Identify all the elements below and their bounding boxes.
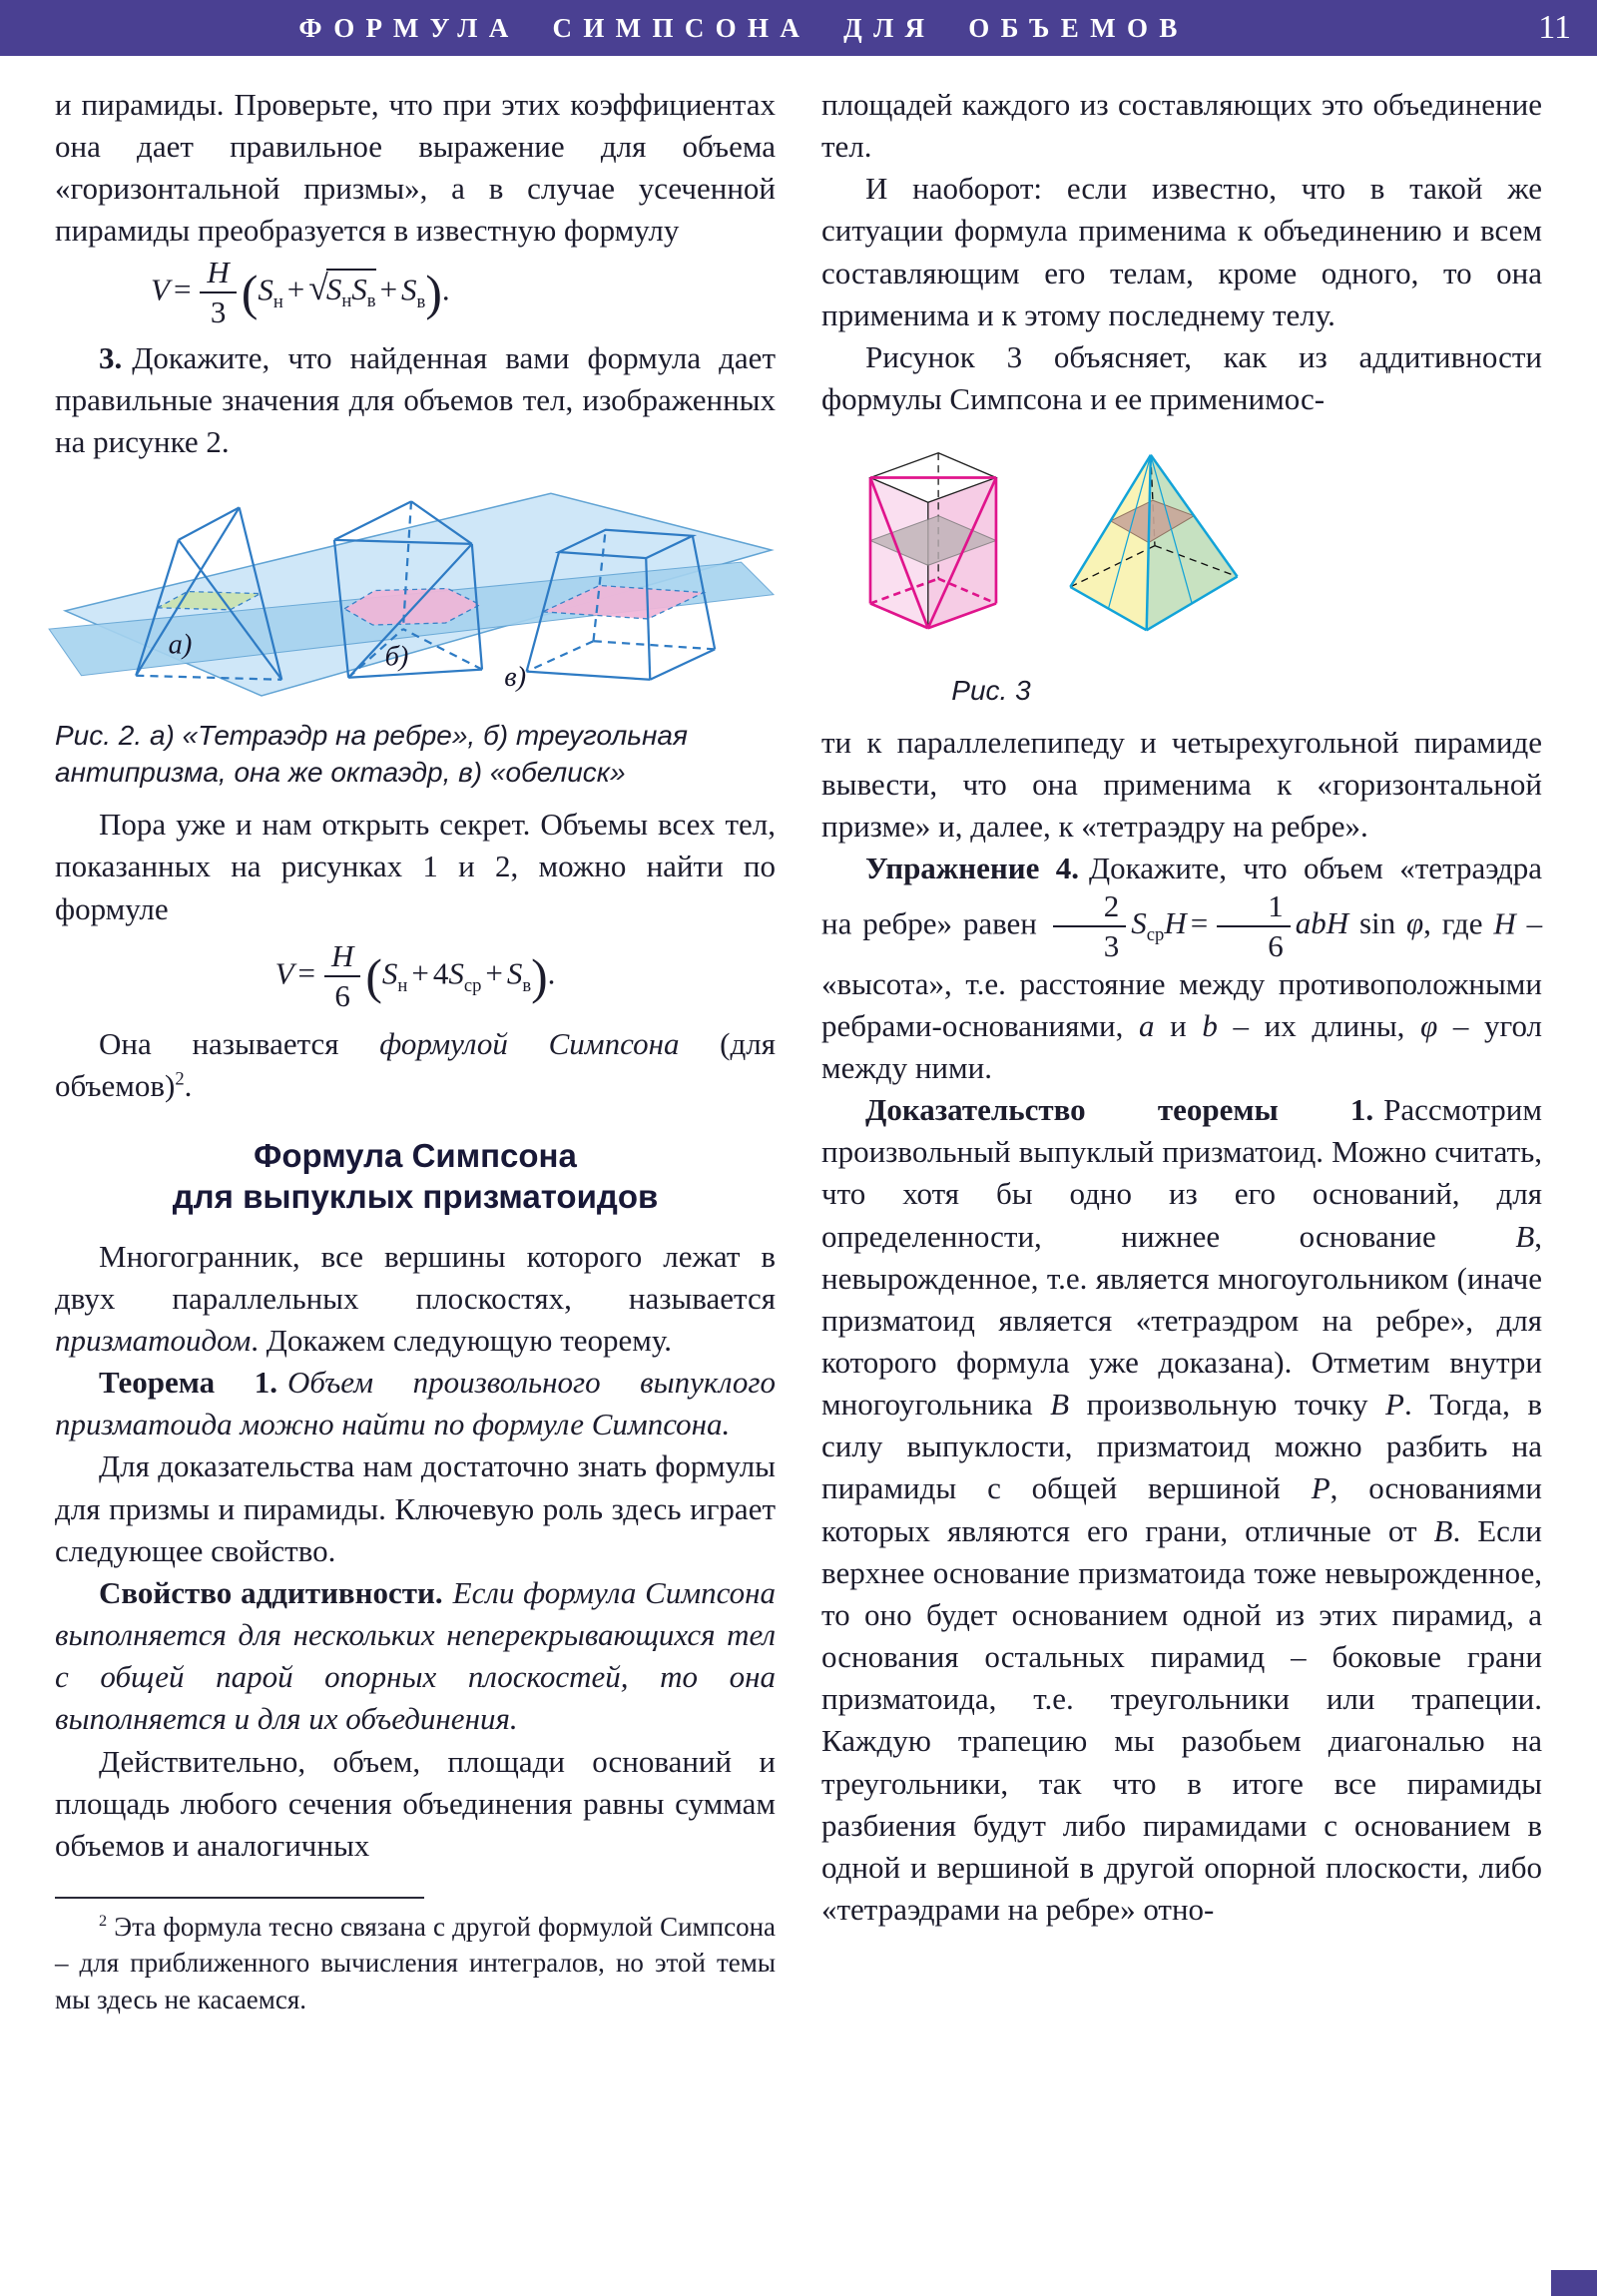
math-var: abH bbox=[1295, 905, 1349, 941]
text-segment: – угол между ними. bbox=[821, 1007, 1543, 1085]
theorem-label: Теорема 1. bbox=[99, 1365, 277, 1401]
sqrt-sign: √ bbox=[308, 268, 328, 308]
numerator: 2 bbox=[1053, 890, 1127, 928]
text-segment-italic: формулой Симпсона bbox=[379, 1025, 680, 1061]
text-segment: Она называется bbox=[99, 1025, 339, 1061]
math-op: + bbox=[286, 272, 305, 307]
additivity-property bbox=[55, 1572, 776, 1741]
text-segment: . Тогда, в силу выпуклости, призматоид можно разбить на пирамиды с общей вершиной bbox=[821, 1387, 1542, 1506]
math-var: P bbox=[1311, 1470, 1331, 1506]
math-var: S bbox=[381, 955, 398, 991]
math-sub: в bbox=[416, 290, 426, 312]
paragraph: Для доказательства нам достаточно знать формулы для призмы и пирамиды. Ключевую роль здесь играет следующее свойство. bbox=[55, 1448, 776, 1568]
text-segment: Рассмотрим произвольный выпуклый призматоид. Можно считать, что хотя бы одно из его оснований, для определенности, нижнее основание bbox=[821, 1092, 1542, 1254]
horizontal-prism bbox=[870, 453, 996, 629]
text-segment: – «высота», т.е. расстояние между противоположными ребрами-основаниями, bbox=[821, 905, 1543, 1043]
paragraph: Рисунок 3 объясняет, как из аддитивности формулы Симпсона и ее применимос- bbox=[821, 338, 1542, 417]
formula-simpson bbox=[55, 937, 776, 1014]
math-var: S bbox=[351, 272, 367, 307]
math-var: φ bbox=[1406, 905, 1424, 941]
math-period: . bbox=[441, 272, 450, 307]
math-op: + bbox=[411, 955, 429, 991]
numerator: H bbox=[200, 257, 236, 294]
theorem-1 bbox=[55, 1362, 776, 1445]
text-segment: . Если верхнее основание призматоида тоже невырожденное, то оно будет основанием одной из этих пирамид, а основания остальных пирамид – боковые грани призматоида, т.е. треугольники или трапеции. Каждую трапецию мы разобьем диагональю на треугольники, так что в итоге все пирамиды разбиения будут либо пирамидами с основанием в одной и вершиной в другой опорной плоскости, либо «тетраэдрами на ребре» отно- bbox=[821, 1512, 1542, 1928]
math-op: + bbox=[485, 955, 503, 991]
text-segment: и bbox=[1154, 1007, 1203, 1043]
math-var: b bbox=[1202, 1007, 1218, 1043]
fraction bbox=[324, 937, 360, 1014]
fraction bbox=[1053, 887, 1127, 964]
math-var: S bbox=[448, 955, 464, 991]
exercise-label: Упражнение 4. bbox=[865, 851, 1079, 886]
math-coef: 4 bbox=[432, 955, 449, 991]
math-op: = bbox=[173, 272, 192, 307]
footnote-text bbox=[55, 1909, 776, 2017]
exercise-4 bbox=[821, 848, 1542, 1089]
page-number: 11 bbox=[1538, 9, 1571, 46]
property-text: Если формула Симпсона выполняется для нескольких неперекрывающихся тел с общей парой опорных плоскостей, то она выполняется и для их объединения. bbox=[55, 1574, 776, 1737]
denominator: 6 bbox=[1268, 928, 1284, 964]
formula-tetrahedron-volume bbox=[1048, 887, 1431, 964]
math-var: H bbox=[1164, 905, 1187, 941]
math-op: = bbox=[297, 955, 315, 991]
text-segment: Эта формула тесно связана с другой формулой Симпсона – для приближенного вычисления интегралов, но этой темы мы здесь не касаемся. bbox=[55, 1911, 776, 2014]
math-var: S bbox=[506, 955, 523, 991]
heading-line: для выпуклых призматоидов bbox=[172, 1178, 659, 1216]
text-segment-italic: призматоидом bbox=[55, 1322, 252, 1358]
footnote bbox=[55, 1897, 776, 2017]
figure-2 bbox=[47, 477, 776, 708]
footnote-marker: 2 bbox=[175, 1068, 185, 1090]
paragraph-continuation: и пирамиды. Проверьте, что при этих коэффициентах она дает правильное выражение для объема «горизонтальной призмы», а в случае усеченной пирамиды преобразуется в известную формулу bbox=[55, 87, 776, 249]
math-op: + bbox=[379, 272, 398, 307]
paragraph-continuation: ти к параллелепипеду и четырехугольной пирамиде вывести, что она применима к «горизонтальной призме» и, далее, к «тетраэдру на ребре». bbox=[821, 724, 1542, 845]
math-var: B bbox=[1050, 1387, 1070, 1423]
open-paren: ( bbox=[241, 265, 259, 320]
text-segment: , основаниями которых являются его грани, отличные от bbox=[821, 1470, 1542, 1548]
math-sub: н bbox=[397, 974, 408, 996]
paragraph: Пора уже и нам открыть секрет. Объемы всех тел, показанных на рисунках 1 и 2, можно найти по формуле bbox=[55, 807, 776, 926]
fraction bbox=[1217, 887, 1291, 964]
math-sub: ср bbox=[1146, 924, 1165, 946]
figure-3-illustration bbox=[839, 430, 1283, 670]
math-var: φ bbox=[1420, 1007, 1438, 1043]
subfigure-label-c: в) bbox=[504, 662, 527, 694]
math-var: B bbox=[1515, 1218, 1535, 1254]
heading-line: Формула Симпсона bbox=[254, 1137, 577, 1175]
page-title: ФОРМУЛА СИМПСОНА ДЛЯ ОБЪЕМОВ bbox=[298, 13, 1189, 43]
formula-frustum-volume bbox=[55, 254, 776, 330]
figure-3 bbox=[839, 430, 1283, 670]
numerator: 1 bbox=[1217, 890, 1291, 928]
math-sub: ср bbox=[463, 974, 482, 996]
subfigure-label-b: б) bbox=[384, 641, 409, 673]
figure-2-caption: Рис. 2. а) «Тетраэдр на ребре», б) треугольная антипризма, она же октаэдр, в) «обелиск» bbox=[55, 720, 688, 789]
proof-of-theorem-1 bbox=[821, 1089, 1542, 1931]
text-segment: произвольную точку bbox=[1069, 1387, 1386, 1423]
figure-2-illustration bbox=[47, 477, 776, 708]
denominator: 3 bbox=[1103, 928, 1120, 964]
exercise-number: 3. bbox=[99, 339, 123, 375]
paragraph: И наоборот: если известно, что в такой же ситуации формула применима к объединению и всем составляющим его телам, кроме одного, то она применима и к этому последнему телу. bbox=[821, 171, 1542, 332]
radicand bbox=[325, 269, 376, 312]
paragraph-continuation: площадей каждого из составляющих это объединение тел. bbox=[821, 87, 1542, 165]
text-segment: . Докажем следующую теорему. bbox=[251, 1322, 673, 1358]
property-label: Свойство аддитивности. bbox=[99, 1574, 443, 1610]
math-sub: в bbox=[366, 290, 376, 312]
close-paren: ) bbox=[531, 948, 548, 1004]
page-corner-decoration bbox=[1551, 2270, 1597, 2296]
figure-3-caption: Рис. 3 bbox=[951, 674, 1031, 706]
page-header bbox=[0, 0, 1597, 56]
text-segment: Многогранник, все вершины которого лежат в двух параллельных плоскостях, называется bbox=[55, 1238, 776, 1316]
exercise-text: Докажите, что объем «тетраэдра на ребре» равен bbox=[821, 851, 1542, 941]
denominator: 6 bbox=[334, 978, 350, 1014]
math-var: H bbox=[1493, 905, 1516, 941]
math-var: S bbox=[1131, 905, 1147, 941]
math-var: P bbox=[1385, 1387, 1404, 1423]
math-comma: , bbox=[1423, 905, 1431, 941]
math-var: B bbox=[1433, 1512, 1453, 1548]
open-paren: ( bbox=[365, 948, 382, 1004]
paragraph: Действительно, объем, площади оснований и площадь любого сечения объединения равны суммам объемов и аналогичных bbox=[55, 1743, 776, 1863]
math-sub: н bbox=[341, 290, 352, 312]
math-var: S bbox=[258, 272, 273, 307]
fraction bbox=[200, 254, 236, 330]
footnote-marker: 2 bbox=[99, 1911, 108, 1930]
math-var: S bbox=[325, 272, 342, 307]
math-var: V bbox=[151, 272, 170, 307]
numerator: H bbox=[324, 940, 360, 978]
math-var: V bbox=[274, 955, 294, 991]
text-segment: – их длины, bbox=[1217, 1007, 1421, 1043]
math-func: sin bbox=[1358, 905, 1396, 941]
text-segment: . bbox=[184, 1067, 193, 1103]
text-segment: , невырожденное, т.е. является многоугольником (иначе призматоид является «тетраэдром на ребре», для которого формула уже доказана). Отметим внутри многоугольника bbox=[821, 1218, 1542, 1423]
right-column bbox=[821, 84, 1542, 2280]
math-period: . bbox=[547, 955, 556, 991]
close-paren: ) bbox=[425, 265, 442, 320]
content-columns bbox=[55, 84, 1542, 2280]
theorem-text: Объем произвольного выпуклого призматоида можно найти по формуле Симпсона. bbox=[55, 1365, 776, 1442]
exercise-3 bbox=[55, 337, 776, 463]
paragraph bbox=[55, 1023, 776, 1107]
subfigure-label-a: а) bbox=[168, 629, 193, 661]
math-op: = bbox=[1190, 905, 1209, 941]
footnote-divider bbox=[55, 1897, 424, 1899]
math-var: S bbox=[401, 272, 417, 307]
math-sub: в bbox=[522, 974, 532, 996]
proof-label: Доказательство теоремы 1. bbox=[865, 1092, 1374, 1128]
text-segment: (для объемов) bbox=[55, 1025, 776, 1103]
math-sub: н bbox=[272, 290, 283, 312]
left-column bbox=[55, 84, 776, 2280]
paragraph bbox=[55, 1236, 776, 1362]
quadrangular-pyramid bbox=[1070, 455, 1237, 631]
text-segment: где bbox=[1441, 905, 1494, 941]
denominator: 3 bbox=[210, 294, 227, 330]
section-heading bbox=[55, 1135, 776, 1218]
math-var: a bbox=[1138, 1007, 1155, 1043]
exercise-text: Докажите, что найденная вами формула дает правильные значения для объемов тел, изображенных на рисунке 2. bbox=[55, 339, 776, 460]
